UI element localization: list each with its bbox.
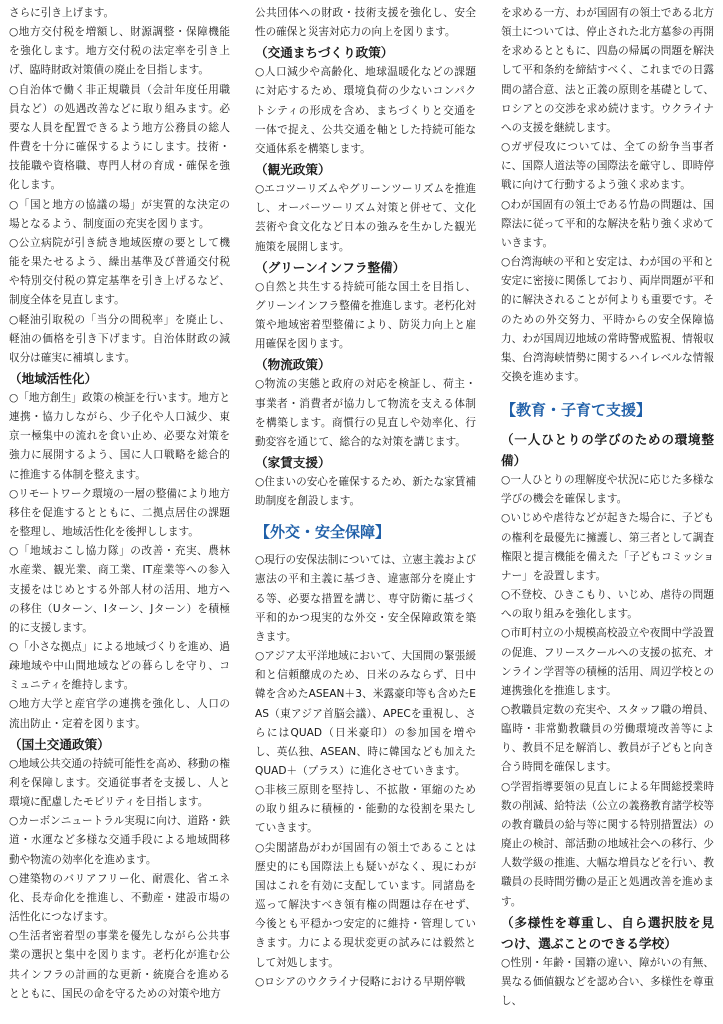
body-paragraph: ○カーボンニュートラル実現に向け、道路・鉄道・水運など多様な交通手段による地域間移動や物流の効率化を進めます。 <box>9 815 230 866</box>
text-column-right <box>501 4 714 1022</box>
text-column-middle <box>255 4 476 1022</box>
section-heading: 【教育・子育て支援】 <box>501 401 652 420</box>
subsection-heading: （物流政策） <box>255 357 331 373</box>
body-paragraph: ○公立病院が引き続き地域医療の要として機能を果たせるよう、繰出基準及び普通交付税や特別交付税の算定基準を引き上げるなど、制度全体を見直します。 <box>9 236 230 307</box>
body-paragraph: を求める一方、わが国固有の領土である北方領土については、停止された北方墓参の再開を求めるとともに、四島の帰属の問題を解決して平和条約を締結すべく、これまでの日露間の諸合意、法と正義の原則を基礎として、ロシアとの交渉を求め続けます。ウクライナへの支援を継続します。 <box>501 7 714 134</box>
body-paragraph: ○地方大学と産官学の連携を強化し、人口の流出防止・定着を図ります。 <box>9 698 230 730</box>
body-paragraph: ○生活者密着型の事業を優先しながら公共事業の選択と集中を図ります。老朽化が進む公共インフラの計画的な更新・統廃合を進めるとともに、国民の命を守るための対策や地方 <box>9 930 230 1000</box>
body-paragraph: ○わが国固有の領土である竹島の問題は、国際法に従って平和的な解決を粘り強く求めていきます。 <box>501 198 714 249</box>
text-column-left <box>9 4 230 1022</box>
body-paragraph: ○一人ひとりの理解度や状況に応じた多様な学びの機会を確保します。 <box>501 474 714 506</box>
subsection-heading: （地域活性化） <box>9 370 98 386</box>
subsection-heading: （一人ひとりの学びのための環境整備） <box>501 432 714 469</box>
body-paragraph: ○リモートワーク環境の一層の整備により地方移住を促進するとともに、二拠点居住の課題を整理し、地域活性化を後押しします。 <box>9 487 230 539</box>
subsection-heading: （グリーンインフラ整備） <box>255 259 406 275</box>
body-paragraph: ○台湾海峡の平和と安定は、わが国の平和と安定に密接に関係しており、両岸問題が平和的に解決されることが何よりも重要です。そのための外交努力、平時からの安全保障協力、わが国周辺地域の常時警戒監視、情報収集、台湾海峡情勢に関するハイレベルな情報交換を進めます。 <box>501 256 714 383</box>
body-paragraph: ○学習指導要領の見直しによる年間総授業時数の削減、給特法（公立の義務教育諸学校等の教育職員の給与等に関する特別措置法）の廃止の検討、部活動の地域社会への移行、少人数学級の推進、大幅な増員などを行い、教職員の長時間労働の是正と処遇改善を進めます。 <box>501 780 714 908</box>
body-paragraph: ○「地方創生」政策の検証を行います。地方と連携・協力しながら、少子化や人口減少、東京一極集中の流れを食い止め、必要な対策を強力に展開するよう、国に人口戦略を総合的に推進する体制を整えます。 <box>9 391 230 481</box>
body-paragraph: ○物流の実態と政府の対応を検証し、荷主・事業者・消費者が協力して物流を支える体制を構築します。商慣行の見直しや効率化、行動変容を通じて、総合的な対策を講じます。 <box>255 378 476 448</box>
body-paragraph: ○不登校、ひきこもり、いじめ、虐待の問題への取り組みを強化します。 <box>501 589 714 621</box>
body-paragraph: ○市町村立の小規模高校設立や夜間中学設置の促進、フリースクールへの支援の拡充、オンライン学習等の積極的活用、周辺学校との連携強化を推進します。 <box>501 627 714 697</box>
body-paragraph: ○性別・年齢・国籍の違い、障がいの有無、異なる価値観などを認め合い、多様性を尊重し、 <box>501 956 714 1008</box>
subsection-heading: （観光政策） <box>255 162 331 178</box>
body-paragraph: ○自治体で働く非正規職員（会計年度任用職員など）の処遇改善などに取り組みます。必要な人員を配置できるよう地方公務員の総人件費を十分に確保するようにします。技術・技能職や資格職、専門人材の育成・確保を強化します。 <box>9 83 230 192</box>
subsection-heading: （家賃支援） <box>255 454 331 470</box>
body-paragraph: ○「国と地方の協議の場」が実質的な決定の場となるよう、制度面の充実を図ります。 <box>9 198 230 230</box>
body-paragraph: ○エコツーリズムやグリーンツーリズムを推進し、オーバーツーリズム対策と併せて、文化芸術や食文化など日本の強みを生かした観光施策を展開します。 <box>255 183 476 253</box>
body-paragraph: ○地方交付税を増額し、財源調整・保障機能を強化します。地方交付税の法定率を引き上げ、臨時財政対策債の廃止を目指します。 <box>9 26 230 77</box>
body-paragraph: ○現行の安保法制については、立憲主義および憲法の平和主義に基づき、違憲部分を廃止する等、必要な措置を講じ、専守防衛に基づく平和的かつ現実的な外交・安全保障政策を築きます。 <box>255 554 476 643</box>
body-paragraph: ○「地域おこし協力隊」の改善・充実、農林水産業、観光業、商工業、IT産業等への参入支援をはじめとする外部人材の活用、地方への移住（Uターン、Iターン、Jターン）を積極的に支援します。 <box>9 545 230 634</box>
body-paragraph: ○ガザ侵攻については、全ての紛争当事者に、国際人道法等の国際法を厳守し、即時停戦に向けて行動するよう強く求めます。 <box>501 141 714 192</box>
body-paragraph: さらに引き上げます。 <box>9 7 115 19</box>
subsection-heading: （交通まちづくり政策） <box>255 45 394 61</box>
body-paragraph: ○いじめや虐待などが起きた場合に、子どもの権利を最優先に擁護し、第三者として調査権限と提言機能を備えた「子どもコミッショナー」を設置します。 <box>501 512 714 582</box>
subsection-heading: （多様性を尊重し、自ら選択肢を見つけ、選ぶことのできる学校） <box>501 914 714 951</box>
body-paragraph: ○ロシアのウクライナ侵略における早期停戦 <box>255 975 466 988</box>
body-paragraph: ○教職員定数の充実や、スタッフ職の増員、臨時・非常勤教職員の労働環境改善等により、教員不足を解消し、教員が子どもと向き合う時間を確保します。 <box>501 704 714 774</box>
body-paragraph: ○アジア太平洋地域において、大国間の緊張緩和と信頼醸成のため、日米のみならず、日中韓を含めたASEAN＋3、米露豪印等も含めたEAS（東アジア首脳会議）、APECを重視し、さらにはQUAD（日米豪印）の参加国を増やし、英仏独、ASEAN、時に韓国なども加えたQUAD＋（プラス）に進化させていきます。 <box>255 650 476 777</box>
body-paragraph: ○建築物のバリアフリー化、耐震化、省エネ化、長寿命化を推進し、不動産・建設市場の活性化につなげます。 <box>9 872 230 924</box>
subsection-heading: （国土交通政策） <box>9 736 110 752</box>
body-paragraph: ○地域公共交通の持続可能性を高め、移動の権利を保障します。交通従事者を支援し、人と環境に配慮したモビリティを目指します。 <box>9 757 230 809</box>
body-paragraph: ○人口減少や高齢化、地球温暖化などの課題に対応するため、環境負荷の少ないコンパクトシティの形成を含め、まちづくりと交通を一体で捉え、公共交通を軸とした持続可能な交通体系を構築します。 <box>255 66 476 155</box>
body-paragraph: ○軽油引取税の「当分の間税率」を廃止し、軽油の価格を引き下げます。自治体財政の減収分は確実に補填します。 <box>9 313 230 364</box>
body-paragraph: ○自然と共生する持続可能な国土を目指し、グリーンインフラ整備を推進します。老朽化対策や地域密着型整備により、防災力向上と雇用確保を図ります。 <box>255 280 476 351</box>
section-heading: 【外交・安全保障】 <box>255 523 391 542</box>
body-paragraph: 公共団体への財政・技術支援を強化し、安全性の確保と災害対応力の向上を図ります。 <box>255 7 476 39</box>
body-paragraph: ○尖閣諸島がわが国固有の領土であることは歴史的にも国際法上も疑いがなく、現にわが国はこれを有効に支配しています。同諸島を巡って解決すべき領有権の問題は存在せず、今後とも平穏かつ安定的に維持・管理していきます。力による現状変更の試みには毅然として対処します。 <box>255 841 476 969</box>
body-paragraph: ○住まいの安心を確保するため、新たな家賃補助制度を創設します。 <box>255 475 476 508</box>
body-paragraph: ○非核三原則を堅持し、不拡散・軍縮のための取り組みに積極的・能動的な役割を果たしていきます。 <box>255 784 476 835</box>
body-paragraph: ○「小さな拠点」による地域づくりを進め、過疎地域や中山間地域などの暮らしを守り、コミュニティを維持します。 <box>9 641 230 692</box>
